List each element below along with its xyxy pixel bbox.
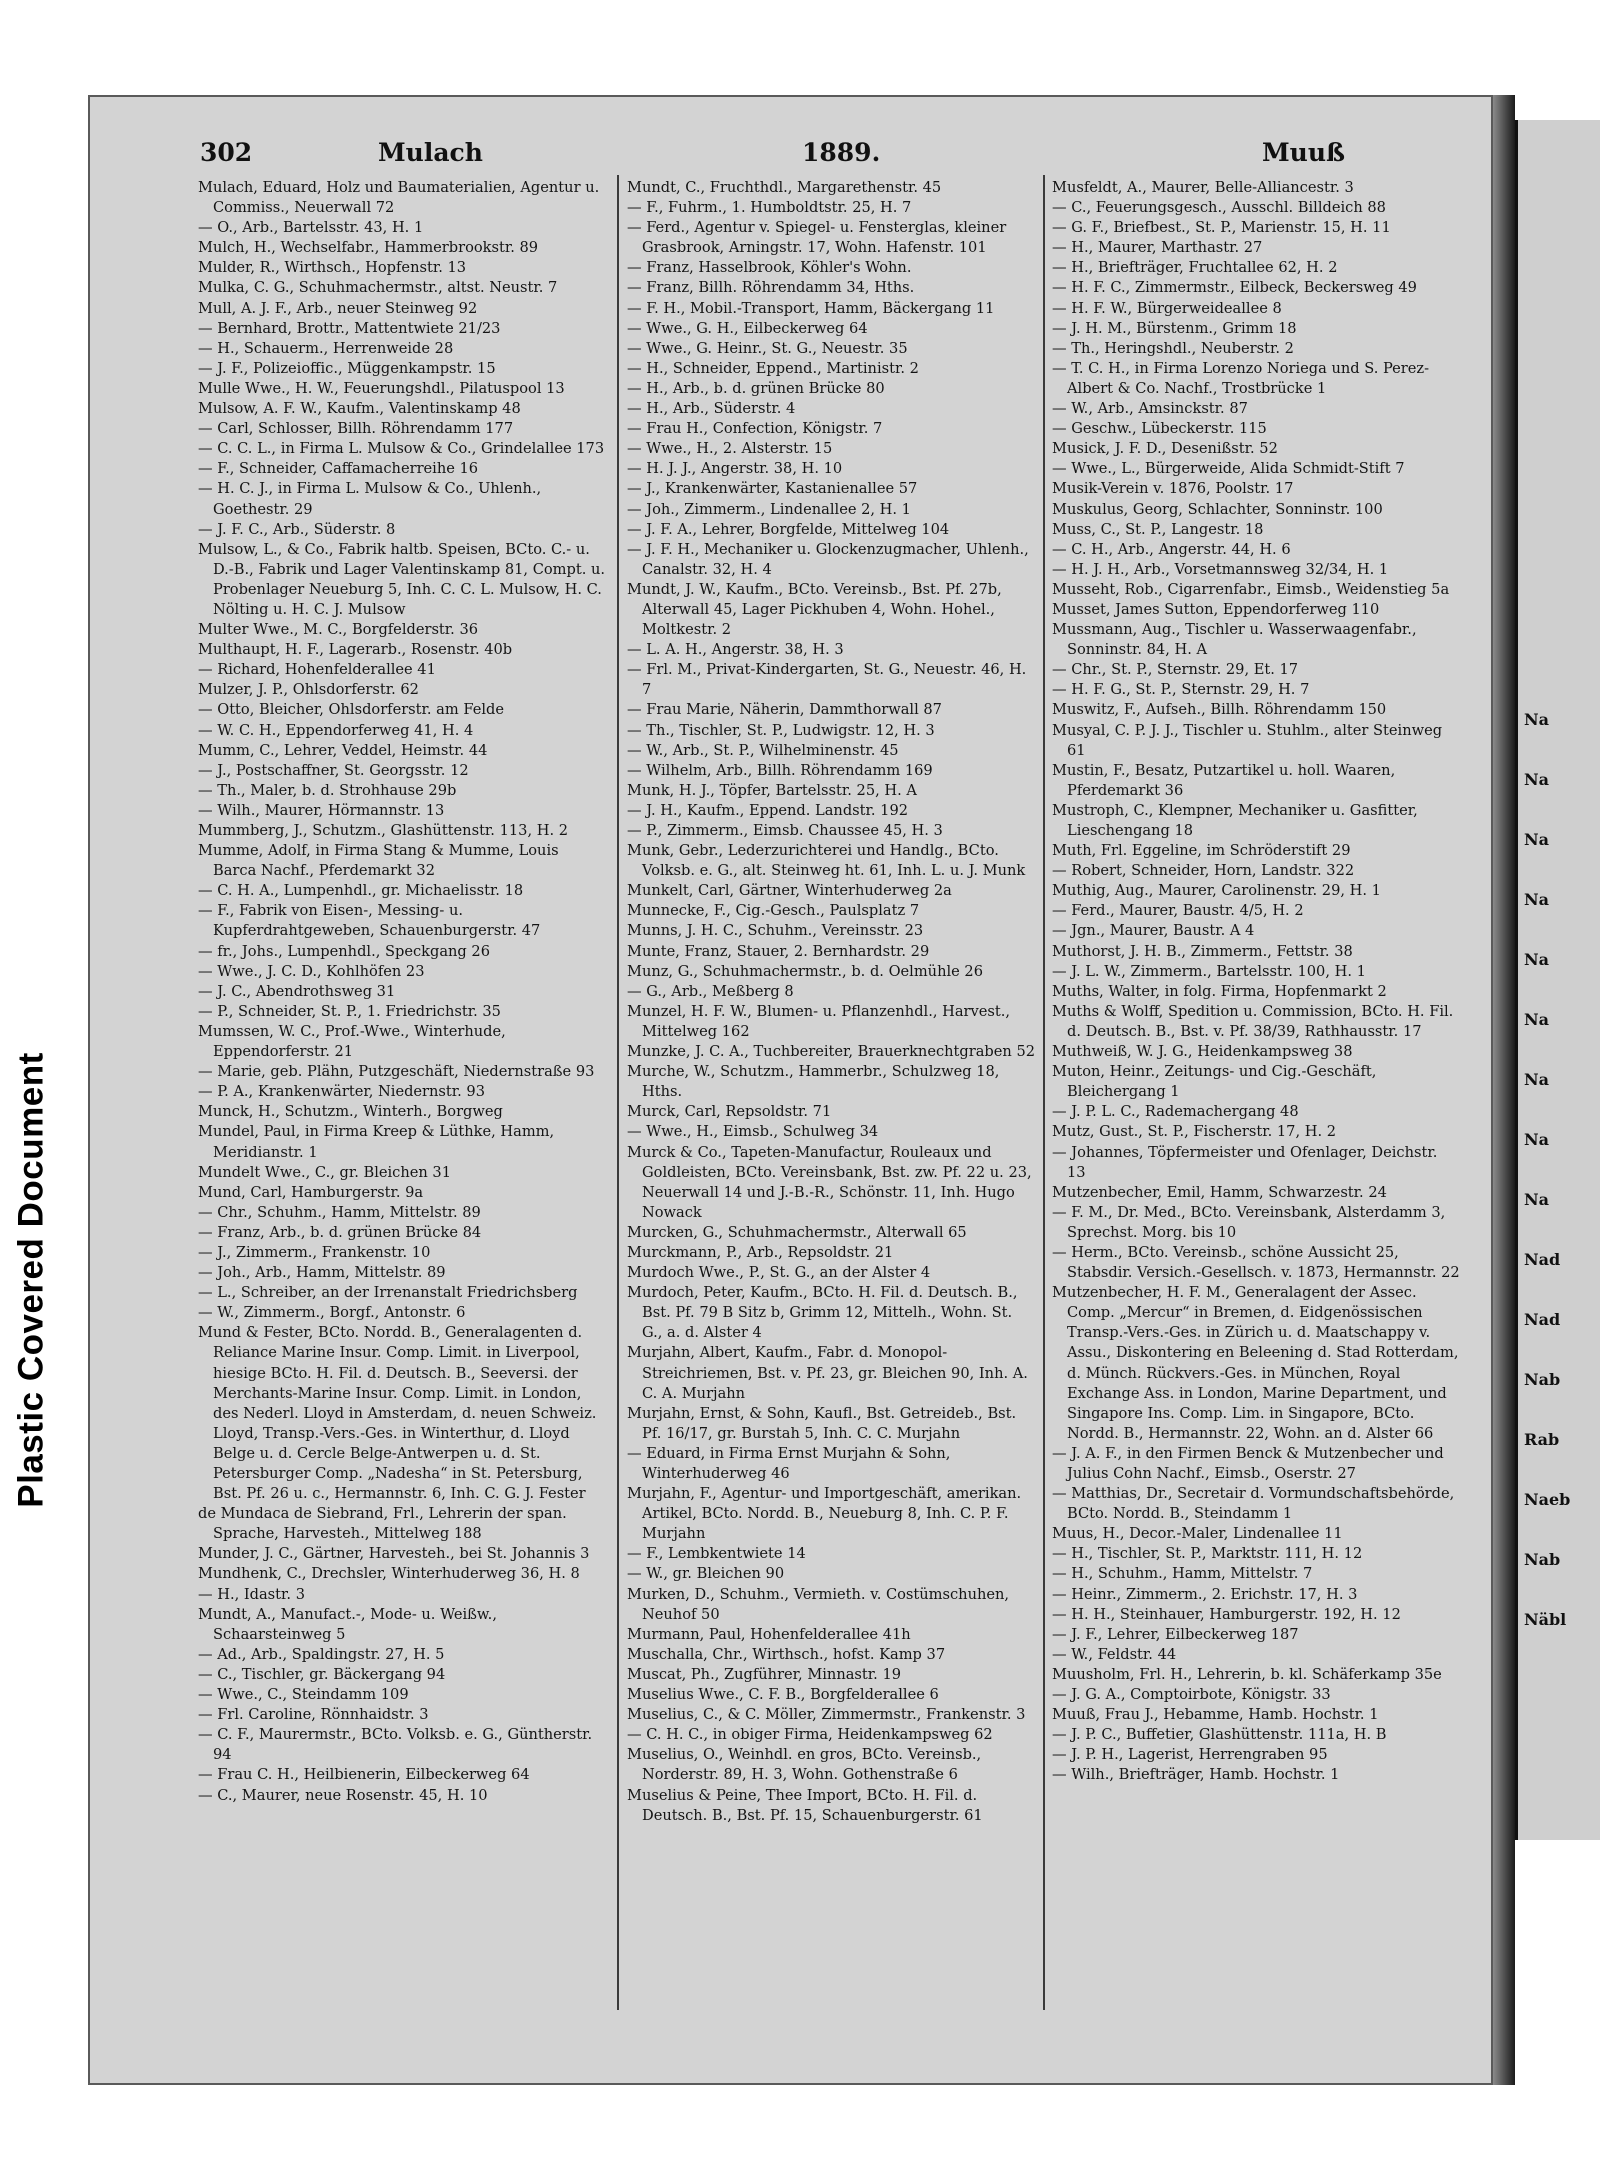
next-page-fragment: Nab xyxy=(1524,1550,1561,1569)
directory-entry: Murckmann, P., Arb., Repsoldstr. 21 xyxy=(627,1243,894,1261)
directory-entry: Murdoch, Peter, Kaufm., BCto. H. Fil. d. Deutsch. B., Bst. Pf. 79 B Sitz b, Grimm 12, Mittelh., Wohn. St. G., a. d. Alster 4 xyxy=(627,1284,1018,1342)
directory-entry: — Eduard, in Firma Ernst Murjahn & Sohn, Winterhuderweg 46 xyxy=(627,1444,951,1482)
directory-entry: — C., Maurer, neue Rosenstr. 45, H. 10 xyxy=(198,1786,488,1804)
directory-entry: Munk, Gebr., Lederzurichterei und Handlg., BCto. Volksb. e. G., alt. Steinweg ht. 61, Inh. L. u. J. Munk xyxy=(627,842,1026,880)
directory-entry: — W., Arb., Amsinckstr. 87 xyxy=(1052,400,1248,418)
directory-entry: — C. H., Arb., Angerstr. 44, H. 6 xyxy=(1052,540,1291,558)
directory-entry: — Carl, Schlosser, Billh. Röhrendamm 177 xyxy=(198,420,514,438)
directory-entry: — H., Schneider, Eppend., Martinistr. 2 xyxy=(627,359,919,377)
directory-entry: Muusholm, Frl. H., Lehrerin, b. kl. Schäferkamp 35e xyxy=(1052,1665,1442,1683)
directory-entry: — H., Schauerm., Herrenweide 28 xyxy=(198,339,454,357)
directory-entry: Munnecke, F., Cig.-Gesch., Paulsplatz 7 xyxy=(627,902,920,920)
directory-entry: — H., Arb., Süderstr. 4 xyxy=(627,400,796,418)
directory-entry: — J., Zimmerm., Frankenstr. 10 xyxy=(198,1243,431,1261)
directory-entry: — Frl. M., Privat-Kindergarten, St. G., Neuestr. 46, H. 7 xyxy=(627,661,1027,699)
directory-entry: Muton, Heinr., Zeitungs- und Cig.-Geschäft, Bleichergang 1 xyxy=(1052,1063,1377,1101)
directory-entry: Mutz, Gust., St. P., Fischerstr. 17, H. 2 xyxy=(1052,1123,1337,1141)
directory-entry: — Th., Heringshdl., Neuberstr. 2 xyxy=(1052,339,1294,357)
directory-entry: — H. F. W., Bürgerweideallee 8 xyxy=(1052,299,1282,317)
directory-entry: — J. G. A., Comptoirbote, Königstr. 33 xyxy=(1052,1686,1331,1704)
next-page-fragment: Na xyxy=(1524,830,1549,849)
directory-entry: Munder, J. C., Gärtner, Harvesteh., bei St. Johannis 3 xyxy=(198,1545,590,1563)
column-rule xyxy=(617,175,619,2010)
directory-entry: — W. C. H., Eppendorferweg 41, H. 4 xyxy=(198,721,474,739)
directory-entry: — W., Arb., St. P., Wilhelminenstr. 45 xyxy=(627,741,899,759)
directory-entry: — L. A. H., Angerstr. 38, H. 3 xyxy=(627,641,844,659)
next-page-fragment: Na xyxy=(1524,710,1549,729)
next-page-fragment: Na xyxy=(1524,1190,1549,1209)
directory-entry: Muthweiß, W. J. G., Heidenkampsweg 38 xyxy=(1052,1043,1353,1061)
directory-entry: Mulach, Eduard, Holz und Baumaterialien, Agentur u. Commiss., Neuerwall 72 xyxy=(198,179,600,217)
directory-entry: Musik-Verein v. 1876, Poolstr. 17 xyxy=(1052,480,1294,498)
next-page-fragment: Näbl xyxy=(1524,1610,1567,1629)
directory-entry: Muskulus, Georg, Schlachter, Sonninstr. 100 xyxy=(1052,500,1383,518)
directory-entry: — Bernhard, Brottr., Mattentwiete 21/23 xyxy=(198,319,501,337)
directory-entry: Mumme, Adolf, in Firma Stang & Mumme, Louis Barca Nachf., Pferdemarkt 32 xyxy=(198,842,559,880)
directory-entry: — J. P. C., Buffetier, Glashüttenstr. 111a, H. B xyxy=(1052,1726,1387,1744)
directory-entry: — Ad., Arb., Spaldingstr. 27, H. 5 xyxy=(198,1645,445,1663)
directory-entry: — L., Schreiber, an der Irrenanstalt Friedrichsberg xyxy=(198,1284,578,1302)
directory-entry: Muthig, Aug., Maurer, Carolinenstr. 29, H. 1 xyxy=(1052,882,1381,900)
directory-entry: — F., Schneider, Caffamacherreihe 16 xyxy=(198,460,479,478)
directory-entry: Mumssen, W. C., Prof.-Wwe., Winterhude, Eppendorferstr. 21 xyxy=(198,1022,506,1061)
directory-entry: Mulsow, L., & Co., Fabrik haltb. Speisen, BCto. C.- u. D.-B., Fabrik und Lager Valentinskamp 81, Compt. u. Probenlager Neueburg 5, Inh. C. C. L. Mulsow, H. C. Nölting u. H. C. J. Mulsow xyxy=(198,540,606,618)
directory-column-right xyxy=(1052,178,1460,2058)
next-page-fragment: Na xyxy=(1524,770,1549,789)
next-page-fragment: Naeb xyxy=(1524,1490,1571,1509)
directory-entry: — H., Arb., b. d. grünen Brücke 80 xyxy=(627,379,885,397)
next-page-fragment: Nab xyxy=(1524,1370,1561,1389)
directory-entry: Mundhenk, C., Drechsler, Winterhuderweg 36, H. 8 xyxy=(198,1565,580,1583)
directory-entry: Muswitz, F., Aufseh., Billh. Röhrendamm 150 xyxy=(1052,701,1387,719)
directory-entry: — Wwe., H., Eimsb., Schulweg 34 xyxy=(627,1123,879,1141)
directory-entry: — Heinr., Zimmerm., 2. Erichstr. 17, H. 3 xyxy=(1052,1585,1358,1603)
directory-entry: Mumm, C., Lehrer, Veddel, Heimstr. 44 xyxy=(198,741,488,759)
directory-column-left xyxy=(198,178,606,2058)
directory-entry: — Joh., Arb., Hamm, Mittelstr. 89 xyxy=(198,1264,446,1282)
directory-entry: Muuß, Frau J., Hebamme, Hamb. Hochstr. 1 xyxy=(1052,1706,1379,1724)
directory-entry: Munzel, H. F. W., Blumen- u. Pflanzenhdl., Harvest., Mittelweg 162 xyxy=(627,1002,1011,1040)
directory-entry: Mulzer, J. P., Ohlsdorferstr. 62 xyxy=(198,681,419,699)
directory-entry: Munte, Franz, Stauer, 2. Bernhardstr. 29 xyxy=(627,942,930,960)
next-page-fragment: Na xyxy=(1524,950,1549,969)
directory-entry: — C. H. C., in obiger Firma, Heidenkampsweg 62 xyxy=(627,1726,993,1744)
directory-entry: — Wwe., H., 2. Alsterstr. 15 xyxy=(627,440,833,458)
directory-entry: — Franz, Hasselbrook, Köhler's Wohn. xyxy=(627,259,912,277)
directory-entry: Murjahn, Albert, Kaufm., Fabr. d. Monopol-Streichriemen, Bst. v. Pf. 23, gr. Bleichen 90, Inh. A. C. A. Murjahn xyxy=(627,1344,1028,1402)
directory-entry: — J. F. A., Lehrer, Borgfelde, Mittelweg 104 xyxy=(627,520,950,538)
directory-entry: Musyal, C. P. J. J., Tischler u. Stuhlm., alter Steinweg 61 xyxy=(1052,721,1443,759)
directory-entry: — Frau C. H., Heilbienerin, Eilbeckerweg 64 xyxy=(198,1766,530,1784)
directory-entry: — Wwe., J. C. D., Kohlhöfen 23 xyxy=(198,962,425,980)
next-page-fragment: Na xyxy=(1524,890,1549,909)
directory-entry: Multer Wwe., M. C., Borgfelderstr. 36 xyxy=(198,621,479,639)
directory-entry: Murken, D., Schuhm., Vermieth. v. Costümschuhen, Neuhof 50 xyxy=(627,1585,1010,1623)
directory-entry: — H. J. H., Arb., Vorsetmannsweg 32/34, H. 1 xyxy=(1052,560,1389,578)
directory-entry: — J. H., Kaufm., Eppend. Landstr. 192 xyxy=(627,801,909,819)
page-header xyxy=(200,138,1395,172)
directory-entry: Mundel, Paul, in Firma Kreep & Lüthke, Hamm, Meridianstr. 1 xyxy=(198,1123,555,1161)
directory-entry: — H. F. C., Zimmermstr., Eilbeck, Beckersweg 49 xyxy=(1052,279,1417,297)
directory-entry: — C. H. A., Lumpenhdl., gr. Michaelisstr. 18 xyxy=(198,882,524,900)
directory-entry: Munz, G., Schuhmachermstr., b. d. Oelmühle 26 xyxy=(627,962,983,980)
directory-entry: — O., Arb., Bartelsstr. 43, H. 1 xyxy=(198,219,424,237)
directory-entry: — fr., Johs., Lumpenhdl., Speckgang 26 xyxy=(198,942,490,960)
directory-entry: Mull, A. J. F., Arb., neuer Steinweg 92 xyxy=(198,299,478,317)
directory-entry: Mulsow, A. F. W., Kaufm., Valentinskamp 48 xyxy=(198,400,521,418)
directory-entry: — Ferd., Maurer, Baustr. 4/5, H. 2 xyxy=(1052,902,1304,920)
directory-entry: — H. C. J., in Firma L. Mulsow & Co., Uhlenh., Goethestr. 29 xyxy=(198,480,542,518)
directory-entry: — W., Zimmerm., Borgf., Antonstr. 6 xyxy=(198,1304,466,1322)
directory-entry: Muthorst, J. H. B., Zimmerm., Fettstr. 38 xyxy=(1052,942,1353,960)
directory-entry: — Robert, Schneider, Horn, Landstr. 322 xyxy=(1052,862,1355,880)
directory-entry: — P. A., Krankenwärter, Niedernstr. 93 xyxy=(198,1083,486,1101)
next-page-fragment: Rab xyxy=(1524,1430,1560,1449)
directory-entry: — Chr., Schuhm., Hamm, Mittelstr. 89 xyxy=(198,1203,481,1221)
directory-entry: Muths & Wolff, Spedition u. Commission, BCto. H. Fil. d. Deutsch. B., Bst. v. Pf. 38/39, Rathhausstr. 17 xyxy=(1052,1002,1454,1040)
header-left-catchword: Mulach xyxy=(378,138,483,167)
directory-entry: — Frau H., Confection, Königstr. 7 xyxy=(627,420,883,438)
directory-entry: Munns, J. H. C., Schuhm., Vereinsstr. 23 xyxy=(627,922,924,940)
directory-entry: Muselius & Peine, Thee Import, BCto. H. Fil. d. Deutsch. B., Bst. Pf. 15, Schauenburgerstr. 61 xyxy=(627,1786,983,1824)
directory-entry: — J. F., Polizeioffic., Müggenkampstr. 15 xyxy=(198,359,496,377)
directory-entry: — J. P. H., Lagerist, Herrengraben 95 xyxy=(1052,1746,1328,1764)
next-page-fragment: Nad xyxy=(1524,1250,1561,1269)
directory-entry: Muths, Walter, in folg. Firma, Hopfenmarkt 2 xyxy=(1052,982,1387,1000)
directory-entry: Multhaupt, H. F., Lagerarb., Rosenstr. 40b xyxy=(198,641,513,659)
directory-entry: — Th., Tischler, St. P., Ludwigstr. 12, H. 3 xyxy=(627,721,935,739)
side-label xyxy=(4,1020,59,1540)
directory-entry: — Wilhelm, Arb., Billh. Röhrendamm 169 xyxy=(627,761,933,779)
side-label-text: Plastic Covered Document xyxy=(11,1052,51,1508)
directory-entry: Mutzenbecher, H. F. M., Generalagent der Assec. Comp. „Mercur“ in Bremen, d. Eidgenössischen Transp.-Vers.-Ges. in Zürich u. d. Maatschappy v. Assu., Diskontering en Beleening d. Stad Rotterdam, d. Münch. Rückvers.-Ges. in München, Royal Exchange Ass. in London, Marine Department, und Singapore Ins. Comp. Lim. in Singapore, BCto. Nordd. B., Hermannstr. 22, Wohn. an d. Alster 66 xyxy=(1052,1284,1459,1442)
directory-entry: — G. F., Briefbest., St. P., Marienstr. 15, H. 11 xyxy=(1052,219,1391,237)
directory-entry: Munk, H. J., Töpfer, Bartelsstr. 25, H. A xyxy=(627,781,917,799)
directory-entry: — F. M., Dr. Med., BCto. Vereinsbank, Alsterdamm 3, Sprechst. Morg. bis 10 xyxy=(1052,1203,1446,1241)
directory-entry: — C., Tischler, gr. Bäckergang 94 xyxy=(198,1665,446,1683)
directory-entry: — C. F., Maurermstr., BCto. Volksb. e. G., Güntherstr. 94 xyxy=(198,1726,593,1764)
directory-entry: — Chr., St. P., Sternstr. 29, Et. 17 xyxy=(1052,661,1299,679)
page-gutter-shadow xyxy=(1493,95,1515,2085)
directory-entry: de Mundaca de Siebrand, Frl., Lehrerin der span. Sprache, Harvesteh., Mittelweg 188 xyxy=(198,1505,567,1543)
directory-entry: Mulka, C. G., Schuhmachermstr., altst. Neustr. 7 xyxy=(198,279,558,297)
next-page-fragment: Nad xyxy=(1524,1310,1561,1329)
directory-entry: — F., Fuhrm., 1. Humboldtstr. 25, H. 7 xyxy=(627,199,912,217)
directory-entry: — J. F. C., Arb., Süderstr. 8 xyxy=(198,520,396,538)
directory-entry: Mundelt Wwe., C., gr. Bleichen 31 xyxy=(198,1163,452,1181)
directory-entry: — J. A. F., in den Firmen Benck & Mutzenbecher und Julius Cohn Nachf., Eimsb., Oserstr. 27 xyxy=(1052,1444,1444,1482)
directory-entry: Mundt, C., Fruchthdl., Margarethenstr. 45 xyxy=(627,179,942,196)
page-number: 302 xyxy=(200,138,253,167)
header-right-catchword: Muuß xyxy=(1262,138,1346,167)
directory-entry: — H., Briefträger, Fruchtallee 62, H. 2 xyxy=(1052,259,1338,277)
directory-entry: — C., Feuerungsgesch., Ausschl. Billdeich 88 xyxy=(1052,199,1386,217)
directory-entry: Murmann, Paul, Hohenfelderallee 41h xyxy=(627,1625,911,1643)
directory-entry: — Wwe., C., Steindamm 109 xyxy=(198,1686,409,1704)
directory-entry: Muschalla, Chr., Wirthsch., hofst. Kamp 37 xyxy=(627,1645,946,1663)
directory-entry: Musset, James Sutton, Eppendorferweg 110 xyxy=(1052,600,1380,618)
directory-entry: — H., Schuhm., Hamm, Mittelstr. 7 xyxy=(1052,1565,1313,1583)
directory-entry: Mund, Carl, Hamburgerstr. 9a xyxy=(198,1183,424,1201)
directory-entry: — Wilh., Briefträger, Hamb. Hochstr. 1 xyxy=(1052,1766,1340,1784)
directory-entry: Murjahn, F., Agentur- und Importgeschäft, amerikan. Artikel, BCto. Nordd. B., Neueburg 8, Inh. C. P. F. Murjahn xyxy=(627,1485,1022,1543)
directory-entry: — F., Fabrik von Eisen-, Messing- u. Kupferdrahtgeweben, Schauenburgerstr. 47 xyxy=(198,902,541,940)
directory-entry: Musick, J. F. D., Desenißstr. 52 xyxy=(1052,440,1278,458)
directory-entry: Mummberg, J., Schutzm., Glashüttenstr. 113, H. 2 xyxy=(198,822,569,839)
directory-entry: — C. C. L., in Firma L. Mulsow & Co., Grindelallee 173 xyxy=(198,440,605,458)
directory-entry: — T. C. H., in Firma Lorenzo Noriega und S. Perez-Albert & Co. Nachf., Trostbrücke 1 xyxy=(1052,359,1430,397)
directory-entry: — H. F. G., St. P., Sternstr. 29, H. 7 xyxy=(1052,681,1310,699)
directory-entry: — G., Arb., Meßberg 8 xyxy=(627,982,794,1000)
directory-entry: — Johannes, Töpfermeister und Ofenlager, Deichstr. 13 xyxy=(1052,1143,1438,1181)
directory-entry: — H., Maurer, Marthastr. 27 xyxy=(1052,239,1263,257)
directory-entry: — Wwe., L., Bürgerweide, Alida Schmidt-Stift 7 xyxy=(1052,460,1405,478)
next-page-fragment: Na xyxy=(1524,1010,1549,1029)
directory-entry: Murcken, G., Schuhmachermstr., Alterwall 65 xyxy=(627,1223,967,1241)
directory-entry: — Franz, Arb., b. d. grünen Brücke 84 xyxy=(198,1223,482,1241)
directory-entry: Musseht, Rob., Cigarrenfabr., Eimsb., Weidenstieg 5a xyxy=(1052,580,1450,598)
directory-entry: — Marie, geb. Plähn, Putzgeschäft, Niedernstraße 93 xyxy=(198,1063,595,1081)
column-rule xyxy=(1043,175,1045,2010)
directory-entry: — Wwe., G. Heinr., St. G., Neuestr. 35 xyxy=(627,339,908,357)
directory-entry: — J. H. M., Bürstenm., Grimm 18 xyxy=(1052,319,1297,337)
directory-entry: — Ferd., Agentur v. Spiegel- u. Fensterglas, kleiner Grasbrook, Arningstr. 17, Wohn. Hafenstr. 101 xyxy=(627,219,1007,257)
directory-entry: — Jgn., Maurer, Baustr. A 4 xyxy=(1052,922,1255,940)
directory-entry: Munkelt, Carl, Gärtner, Winterhuderweg 2a xyxy=(627,882,952,900)
directory-entry: Mutzenbecher, Emil, Hamm, Schwarzestr. 24 xyxy=(1052,1183,1387,1201)
next-page-strip xyxy=(1515,120,1600,1840)
directory-entry: Muselius, C., & C. Möller, Zimmermstr., Frankenstr. 3 xyxy=(627,1706,1026,1724)
directory-entry: — Wwe., G. H., Eilbeckerweg 64 xyxy=(627,319,868,337)
directory-entry: Muus, H., Decor.-Maler, Lindenallee 11 xyxy=(1052,1525,1343,1543)
directory-entry: Murjahn, Ernst, & Sohn, Kaufl., Bst. Getreideb., Bst. Pf. 16/17, gr. Burstah 5, Inh. C. C. Murjahn xyxy=(627,1404,1017,1442)
next-page-fragment: Na xyxy=(1524,1130,1549,1149)
directory-entry: — F. H., Mobil.-Transport, Hamm, Bäckergang 11 xyxy=(627,299,995,317)
directory-entry: — Joh., Zimmerm., Lindenallee 2, H. 1 xyxy=(627,500,911,518)
directory-entry: — W., Feldstr. 44 xyxy=(1052,1645,1177,1663)
directory-entry: — Richard, Hohenfelderallee 41 xyxy=(198,661,436,679)
directory-entry: — J. C., Abendrothsweg 31 xyxy=(198,982,396,1000)
directory-entry: Mustroph, C., Klempner, Mechaniker u. Gasfitter, Lieschengang 18 xyxy=(1052,801,1418,839)
directory-entry: Muscat, Ph., Zugführer, Minnastr. 19 xyxy=(627,1665,902,1683)
directory-entry: Murdoch Wwe., P., St. G., an der Alster 4 xyxy=(627,1264,931,1282)
directory-entry: Muss, C., St. P., Langestr. 18 xyxy=(1052,520,1264,538)
directory-entry: — Herm., BCto. Vereinsb., schöne Aussicht 25, Stabsdir. Versich.-Gesellsch. v. 1873, Hermannstr. 22 xyxy=(1052,1243,1460,1282)
directory-entry: — P., Schneider, St. P., 1. Friedrichstr. 35 xyxy=(198,1002,501,1020)
directory-entry: Mund & Fester, BCto. Nordd. B., Generalagenten d. Reliance Marine Insur. Comp. Limit. in Liverpool, hiesige BCto. H. Fil. d. Deutsch. B., Seeversi. der Merchants-Marine Insur. Comp. Limit. in London, des Nederl. Lloyd in Amsterdam, d. neuen Schweiz. Lloyd, Transp.-Vers.-Ges. in Winterthur, d. Lloyd Belge u. d. Cercle Belge-Antwerpen u. d. St. Petersburger Comp. „Nadesha“ in St. Petersburg, Bst. Pf. 26 u. c., Hermannstr. 6, Inh. C. G. J. Fester xyxy=(198,1324,597,1503)
directory-entry: — Franz, Billh. Röhrendamm 34, Hths. xyxy=(627,279,915,297)
directory-entry: Mulder, R., Wirthsch., Hopfenstr. 13 xyxy=(198,259,467,277)
directory-entry: — P., Zimmerm., Eimsb. Chaussee 45, H. 3 xyxy=(627,822,943,839)
directory-entry: Munzke, J. C. A., Tuchbereiter, Brauerknechtgraben 52 xyxy=(627,1043,1035,1061)
directory-entry: Muselius, O., Weinhdl. en gros, BCto. Vereinsb., Norderstr. 89, H. 3, Wohn. Gothenstraße 6 xyxy=(627,1746,982,1784)
directory-entry: — J. F., Lehrer, Eilbeckerweg 187 xyxy=(1052,1625,1299,1643)
directory-entry: Mulle Wwe., H. W., Feuerungshdl., Pilatuspool 13 xyxy=(198,379,565,397)
directory-entry: Muselius Wwe., C. F. B., Borgfelderallee 6 xyxy=(627,1686,939,1704)
directory-entry: Murck & Co., Tapeten-Manufactur, Rouleaux und Goldleisten, BCto. Vereinsbank, Bst. zw. Pf. 22 u. 23, Neuerwall 14 und J.-B.-R., Schönstr. 11, Inh. Hugo Nowack xyxy=(627,1143,1032,1221)
directory-entry: Murck, Carl, Repsoldstr. 71 xyxy=(627,1103,832,1121)
directory-entry: — H. J. J., Angerstr. 38, H. 10 xyxy=(627,460,843,478)
header-year: 1889. xyxy=(802,138,881,167)
directory-entry: Muth, Frl. Eggeline, im Schröderstift 29 xyxy=(1052,842,1351,860)
next-page-fragment: Na xyxy=(1524,1070,1549,1089)
directory-entry: — J., Krankenwärter, Kastanienallee 57 xyxy=(627,480,918,498)
directory-entry: — Otto, Bleicher, Ohlsdorferstr. am Felde xyxy=(198,701,504,719)
directory-entry: — Frau Marie, Näherin, Dammthorwall 87 xyxy=(627,701,942,719)
directory-entry: Mustin, F., Besatz, Putzartikel u. holl. Waaren, Pferdemarkt 36 xyxy=(1052,761,1396,799)
directory-entry: Murche, W., Schutzm., Hammerbr., Schulzweg 18, Hths. xyxy=(627,1063,1000,1101)
directory-entry: — W., gr. Bleichen 90 xyxy=(627,1565,785,1583)
directory-entry: — J., Postschaffner, St. Georgsstr. 12 xyxy=(198,761,469,779)
directory-entry: — H. H., Steinhauer, Hamburgerstr. 192, H. 12 xyxy=(1052,1605,1401,1623)
directory-entry: — F., Lembkentwiete 14 xyxy=(627,1545,806,1563)
directory-entry: Mussmann, Aug., Tischler u. Wasserwaagenfabr., Sonninstr. 84, H. A xyxy=(1052,621,1417,659)
directory-entry: Mundt, J. W., Kaufm., BCto. Vereinsb., Bst. Pf. 27b, Alterwall 45, Lager Pickhuben 4, Wohn. Hohel., Moltkestr. 2 xyxy=(627,580,1002,639)
directory-entry: Musfeldt, A., Maurer, Belle-Alliancestr. 3 xyxy=(1052,179,1354,196)
directory-entry: Munck, H., Schutzm., Winterh., Borgweg xyxy=(198,1103,503,1121)
directory-entry: — H., Tischler, St. P., Marktstr. 111, H. 12 xyxy=(1052,1545,1363,1563)
directory-entry: — Matthias, Dr., Secretair d. Vormundschaftsbehörde, BCto. Nordd. B., Steindamm 1 xyxy=(1052,1485,1455,1523)
directory-entry: Mundt, A., Manufact.-, Mode- u. Weißw., Schaarsteinweg 5 xyxy=(198,1605,497,1643)
directory-entry: — Geschw., Lübeckerstr. 115 xyxy=(1052,420,1267,438)
directory-entry: Mulch, H., Wechselfabr., Hammerbrookstr. 89 xyxy=(198,239,539,257)
directory-entry: — Th., Maler, b. d. Strohhause 29b xyxy=(198,781,457,799)
directory-entry: — J. F. H., Mechaniker u. Glockenzugmacher, Uhlenh., Canalstr. 32, H. 4 xyxy=(627,540,1029,578)
directory-entry: — H., Idastr. 3 xyxy=(198,1585,305,1603)
directory-entry: — J. L. W., Zimmerm., Bartelsstr. 100, H. 1 xyxy=(1052,962,1366,980)
directory-column-middle xyxy=(627,178,1035,2058)
directory-entry: — Wilh., Maurer, Hörmannstr. 13 xyxy=(198,801,445,819)
directory-entry: — Frl. Caroline, Rönnhaidstr. 3 xyxy=(198,1706,429,1724)
directory-entry: — J. P. L. C., Rademachergang 48 xyxy=(1052,1103,1299,1121)
